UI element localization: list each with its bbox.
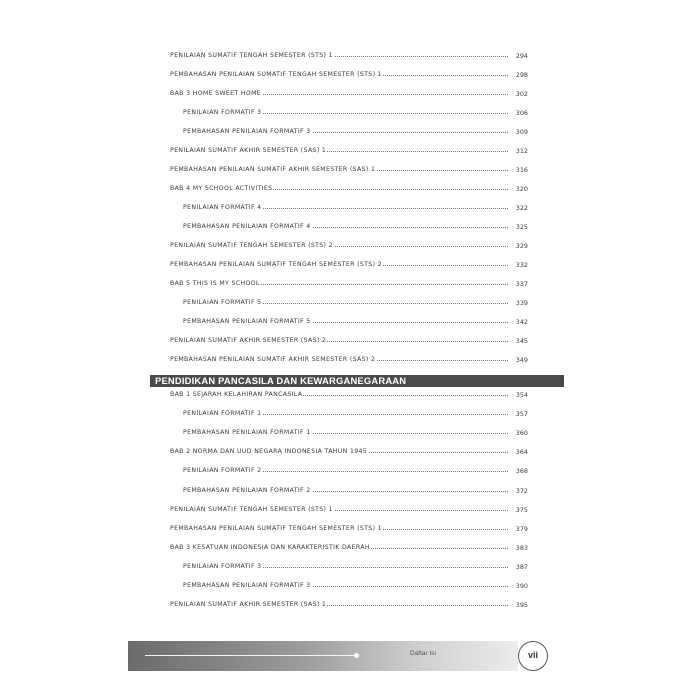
toc-entry-title: PENILAIAN FORMATIF 2 bbox=[183, 465, 262, 477]
toc-entry bbox=[0, 523, 700, 535]
toc-entry bbox=[0, 485, 700, 497]
toc-entry bbox=[0, 542, 700, 554]
toc-entry bbox=[0, 297, 700, 309]
toc-entry-page: 320 bbox=[515, 185, 528, 193]
toc-entry-page: 302 bbox=[515, 90, 528, 98]
toc-entry-page: 332 bbox=[515, 261, 528, 269]
toc-entry bbox=[0, 354, 700, 366]
toc-entry-title: PENILAIAN FORMATIF 5 bbox=[183, 297, 262, 309]
toc-entry-page: 364 bbox=[515, 448, 528, 457]
toc-entry bbox=[0, 504, 700, 516]
toc-entry bbox=[0, 446, 700, 458]
toc-entry bbox=[0, 50, 700, 62]
toc-entry bbox=[0, 145, 700, 157]
toc-entry-page: 395 bbox=[515, 601, 528, 610]
toc-entry-title: PENILAIAN SUMATIF TENGAH SEMESTER (STS) 1 bbox=[170, 50, 334, 62]
toc-entry-title: PEMBAHASAN PENILAIAN SUMATIF TENGAH SEMESTER (STS) 1 bbox=[170, 69, 383, 81]
toc-entry bbox=[0, 69, 700, 81]
toc-entry-title: BAB 3 HOME SWEET HOME bbox=[170, 88, 262, 100]
toc-entry bbox=[0, 126, 700, 138]
toc-entry-title: PENILAIAN FORMATIF 4 bbox=[183, 202, 262, 214]
footer-label: Daftar Isi bbox=[410, 650, 437, 657]
footer-dot bbox=[354, 653, 359, 658]
toc-entry-page: 375 bbox=[515, 505, 528, 514]
footer-line bbox=[145, 655, 357, 656]
toc-entry bbox=[0, 316, 700, 328]
toc-entry-page: 390 bbox=[515, 582, 528, 590]
toc-entry-title: PEMBAHASAN PENILAIAN SUMATIF TENGAH SEMESTER (STS) 2 bbox=[170, 259, 383, 271]
toc-entry-title: PEMBAHASAN PENILAIAN FORMATIF 1 bbox=[183, 427, 312, 439]
toc-entry-page: 298 bbox=[515, 71, 528, 79]
toc-entry-page: 383 bbox=[515, 543, 528, 552]
toc-entry-page: 372 bbox=[515, 486, 528, 495]
toc-entry-page: 316 bbox=[515, 166, 528, 174]
toc-entry bbox=[0, 259, 700, 271]
toc-entry-title: PENILAIAN FORMATIF 1 bbox=[183, 408, 262, 420]
toc-entry-title: PEMBAHASAN PENILAIAN SUMATIF AKHIR SEMESTER (SAS) 1 bbox=[170, 164, 376, 176]
toc-entry-page: 294 bbox=[515, 52, 528, 60]
toc-entry-title: BAB 1 SEJARAH KELAHIRAN PANCASILA bbox=[170, 389, 303, 401]
toc-entry-title: PENILAIAN SUMATIF AKHIR SEMESTER (SAS) 2 bbox=[170, 335, 327, 347]
toc-entry-title: PEMBAHASAN PENILAIAN FORMATIF 2 bbox=[183, 485, 312, 497]
toc-entry-page: 325 bbox=[515, 223, 528, 231]
toc-entry-title: BAB 3 KESATUAN INDONESIA DAN KARAKTERISTIK DAERAH bbox=[170, 542, 371, 554]
toc-entry bbox=[0, 221, 700, 233]
toc-entry-title: PENILAIAN SUMATIF AKHIR SEMESTER (SAS) 1 bbox=[170, 145, 327, 157]
toc-entry bbox=[0, 335, 700, 347]
toc-entry-page: 339 bbox=[515, 299, 528, 307]
toc-entry-page: 360 bbox=[515, 429, 528, 438]
toc-entry bbox=[0, 427, 700, 439]
toc-entry bbox=[0, 183, 700, 195]
toc-entry-title: PENILAIAN SUMATIF TENGAH SEMESTER (STS) 2 bbox=[170, 240, 334, 252]
toc-entry-title: PEMBAHASAN PENILAIAN SUMATIF AKHIR SEMESTER (SAS) 2 bbox=[170, 354, 376, 366]
toc-entry bbox=[0, 465, 700, 477]
toc-entry-title: BAB 2 NORMA DAN UUD NEGARA INDONESIA TAHUN 1945 bbox=[170, 446, 368, 458]
toc-entry bbox=[0, 202, 700, 214]
toc-entry-page: 368 bbox=[515, 467, 528, 476]
toc-entry-page: 357 bbox=[515, 410, 528, 419]
toc-entry-page: 349 bbox=[515, 356, 528, 364]
toc-entry-page: 337 bbox=[515, 280, 528, 288]
toc-entry-page: 312 bbox=[515, 147, 528, 155]
toc-entry-title: PEMBAHASAN PENILAIAN FORMATIF 3 bbox=[183, 126, 312, 138]
toc-entry bbox=[0, 599, 700, 611]
footer-bar bbox=[128, 641, 518, 671]
toc-entry-title: BAB 5 THIS IS MY SCHOOL bbox=[170, 278, 261, 290]
toc-entry bbox=[0, 561, 700, 573]
toc-entry bbox=[0, 107, 700, 119]
page-number-badge: vii bbox=[518, 641, 548, 671]
toc-entry-page: 322 bbox=[515, 204, 528, 212]
toc-entry-title: PENILAIAN SUMATIF TENGAH SEMESTER (STS) 1 bbox=[170, 504, 334, 516]
toc-entry-page: 387 bbox=[515, 562, 528, 571]
toc-entry-title: PEMBAHASAN PENILAIAN SUMATIF TENGAH SEMESTER (STS) 1 bbox=[170, 523, 383, 535]
toc-entry-page: 306 bbox=[515, 109, 528, 117]
toc-entry bbox=[0, 389, 700, 401]
toc-entry bbox=[0, 240, 700, 252]
toc-entry bbox=[0, 580, 700, 592]
toc-entry-title: PENILAIAN FORMATIF 3 bbox=[183, 561, 262, 573]
toc-entry-page: 329 bbox=[515, 242, 528, 250]
toc-entry bbox=[0, 88, 700, 100]
toc-entry bbox=[0, 408, 700, 420]
toc-entry-page: 345 bbox=[515, 337, 528, 345]
toc-entry-title: PEMBAHASAN PENILAIAN FORMATIF 3 bbox=[183, 580, 312, 592]
toc-entry-title: PENILAIAN SUMATIF AKHIR SEMESTER (SAS) 1 bbox=[170, 599, 327, 611]
toc-entry-title: BAB 4 MY SCHOOL ACTIVITIES bbox=[170, 183, 273, 195]
toc-entry-page: 309 bbox=[515, 128, 528, 136]
toc-entry-page: 379 bbox=[515, 524, 528, 533]
toc-entry-page: 342 bbox=[515, 318, 528, 326]
toc-entry-title: PEMBAHASAN PENILAIAN FORMATIF 5 bbox=[183, 316, 312, 328]
toc-entry bbox=[0, 278, 700, 290]
toc-entry-title: PENILAIAN FORMATIF 3 bbox=[183, 107, 262, 119]
toc-entry-title: PEMBAHASAN PENILAIAN FORMATIF 4 bbox=[183, 221, 312, 233]
toc-entry-page: 354 bbox=[515, 391, 528, 399]
section-header: PENDIDIKAN PANCASILA DAN KEWARGANEGARAAN bbox=[150, 375, 564, 387]
toc-entry bbox=[0, 164, 700, 176]
